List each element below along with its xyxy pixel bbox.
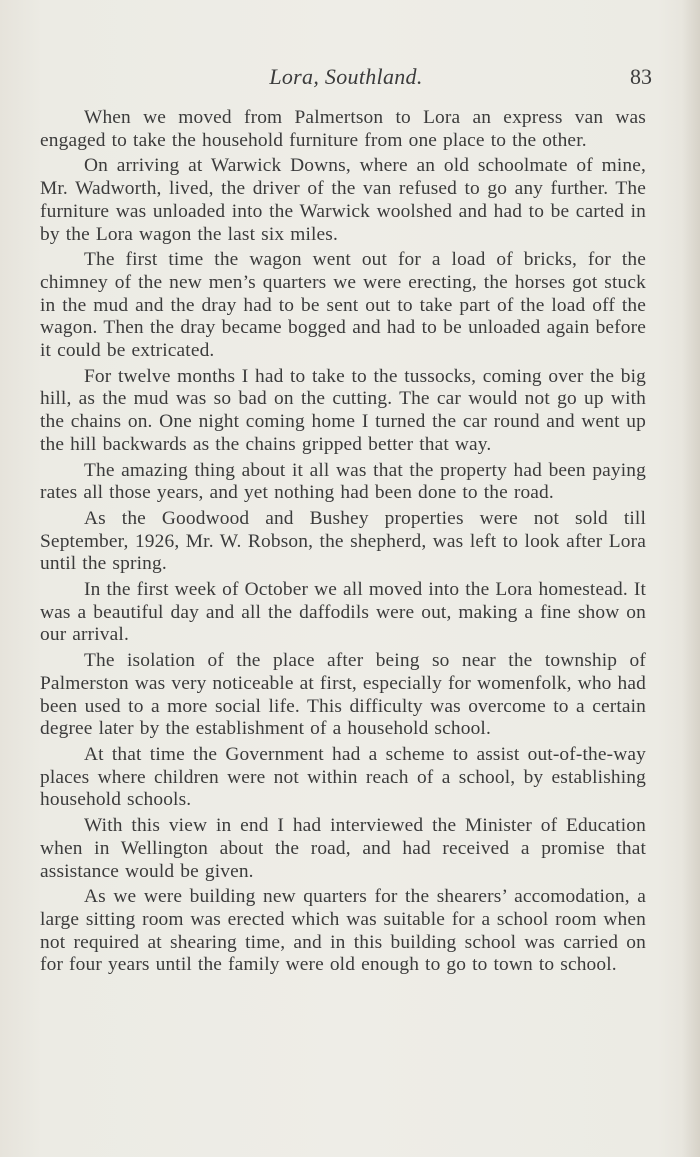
running-title: Lora, Southland. [269,64,423,89]
body-text [40,107,646,979]
paragraph: The first time the wagon went out for a load of bricks, for the chimney of the new men’s quarters we were erecting, the horses got stuck in the mud and the dray had to be sent out to take part of the load off the wagon. Then the dray became bogged and had to be unloaded again before it could be extricated. [40,249,646,362]
page-edge-shadow [682,0,700,1157]
running-header [40,64,652,94]
paragraph: As the Goodwood and Bushey properties were not sold till September, 1926, Mr. W. Robson, the shepherd, was left to look after Lora until the spring. [40,507,646,575]
paragraph: As we were building new quarters for the shearers’ accomodation, a large sitting room was erected which was suitable for a school room when not required at shearing time, and in this building school was carried on for four years until the family were old enough to go to town to school. [40,886,646,976]
paragraph: The amazing thing about it all was that the property had been paying rates all those years, and yet nothing had been done to the road. [40,459,646,504]
paragraph: For twelve months I had to take to the tussocks, coming over the big hill, as the mud was so bad on the cutting. The car would not go up with the chains on. One night coming home I turned the car round and went up the hill backwards as the chains gripped better that way. [40,365,646,455]
page-number: 83 [630,64,652,89]
paragraph: With this view in end I had interviewed the Minister of Education when in Wellington about the road, and had received a promise that assistance would be given. [40,815,646,882]
paragraph: On arriving at Warwick Downs, where an old schoolmate of mine, Mr. Wadworth, lived, the driver of the van refused to go any further. The furniture was unloaded into the Warwick woolshed and had to be carted in by the Lora wagon the last six miles. [40,155,646,245]
paragraph: At that time the Government had a scheme to assist out-of-the-way places where children were not within reach of a school, by establishing household schools. [40,743,646,811]
paragraph: In the first week of October we all moved into the Lora homestead. It was a beautiful day and all the daffodils were out, making a fine show on our arrival. [40,579,646,646]
paragraph: The isolation of the place after being so near the township of Palmerston was very noticeable at first, especially for womenfolk, who had been used to a more social life. This difficulty was overcome to a certain degree later by the establishment of a household school. [40,650,646,740]
paragraph: When we moved from Palmertson to Lora an express van was engaged to take the household furniture from one place to the other. [40,107,646,151]
